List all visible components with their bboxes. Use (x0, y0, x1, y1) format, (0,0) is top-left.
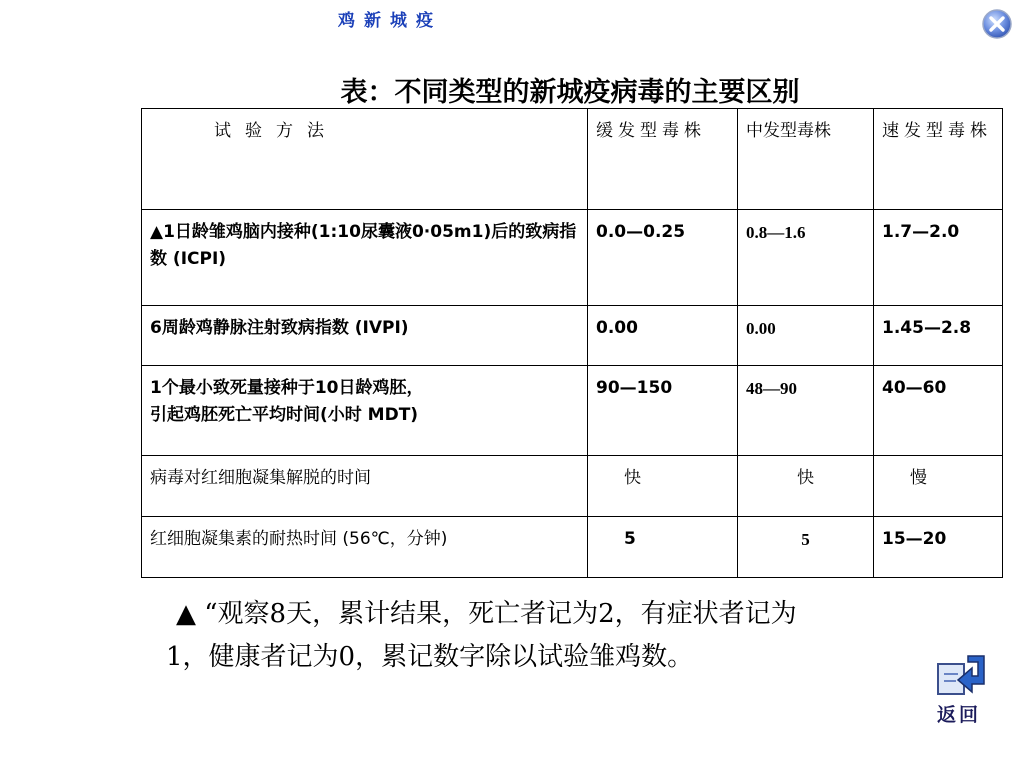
table-row (142, 306, 1003, 366)
back-label: 返回 (936, 704, 981, 726)
row-slow-cell: 0.0—0.25 (588, 210, 738, 306)
header-method: 试验方法 (142, 109, 588, 210)
back-arrow-icon (928, 650, 990, 700)
header-fast: 速发型毒株 (874, 109, 1003, 210)
row-slow-cell: 快 (588, 456, 738, 517)
table-header-row (142, 109, 1003, 210)
row-method-cell: ▲1日龄雏鸡脑内接种(1:10尿囊液0·05m1)后的致病指数 (ICPI) (142, 210, 588, 306)
table-row (142, 517, 1003, 578)
row-medium-cell: 快 (738, 456, 874, 517)
row-slow-cell: 5 (588, 517, 738, 578)
table-row (142, 210, 1003, 306)
page-header-title: 鸡新城疫 (338, 11, 442, 31)
footnote-line-1: ▲ “观察8天，累计结果，死亡者记为2，有症状者记为 (176, 599, 797, 629)
row-medium-cell: 0.8—1.6 (738, 210, 874, 306)
footnote-line-2: 1，健康者记为0，累记数字除以试验雏鸡数。 (166, 642, 694, 672)
row-method-cell: 1个最小致死量接种于10日龄鸡胚， 引起鸡胚死亡平均时间(小时 MDT) (142, 366, 588, 456)
table-row (142, 366, 1003, 456)
row-fast-cell: 1.45—2.8 (874, 306, 1003, 366)
row-slow-cell: 90—150 (588, 366, 738, 456)
header-medium: 中发型毒株 (738, 109, 874, 210)
close-icon[interactable] (982, 9, 1012, 39)
comparison-table (141, 108, 1003, 578)
header-slow: 缓发型毒株 (588, 109, 738, 210)
row-medium-cell: 0.00 (738, 306, 874, 366)
row-fast-cell: 1.7—2.0 (874, 210, 1003, 306)
table-title: 表：不同类型的新城疫病毒的主要区别 (340, 77, 800, 108)
row-medium-cell: 5 (738, 517, 874, 578)
row-fast-cell: 15—20 (874, 517, 1003, 578)
row-method-cell: 红细胞凝集素的耐热时间 (56℃，分钟) (142, 517, 588, 578)
row-slow-cell: 0.00 (588, 306, 738, 366)
row-fast-cell: 慢 (874, 456, 1003, 517)
footnote (166, 593, 1006, 679)
row-fast-cell: 40—60 (874, 366, 1003, 456)
back-button[interactable] (928, 650, 990, 726)
row-medium-cell: 48—90 (738, 366, 874, 456)
row-method-cell: 6周龄鸡静脉注射致病指数 (IVPI) (142, 306, 588, 366)
row-method-cell: 病毒对红细胞凝集解脱的时间 (142, 456, 588, 517)
table-row (142, 456, 1003, 517)
